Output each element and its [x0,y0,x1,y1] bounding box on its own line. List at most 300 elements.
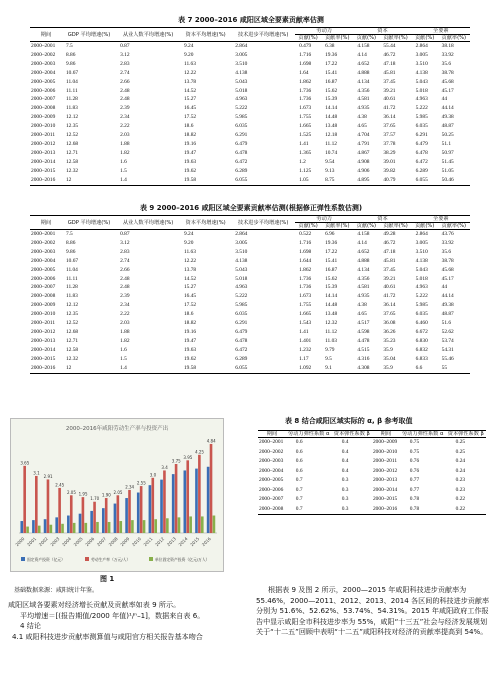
table-cell: 11.83 [65,105,78,112]
figure1-note: 基础数据来源：咸阳统计年鉴。 [14,587,99,594]
table-cell: 4.963 [235,284,248,291]
bar-劳动生产率（万元/人）-2002 [47,479,50,533]
table-cell: 2.66 [120,78,130,85]
table-cell: 0.75 [409,439,420,445]
table-row [30,95,470,104]
t9-sub-rate: 贡献率(%) [321,223,353,230]
table-cell: 2000–2014 [31,158,56,165]
table-cell: 4.138 [235,69,248,76]
bar-劳动生产率（万元/人）-2013 [175,464,178,533]
table-cell: 6.035 [415,311,428,318]
table-cell: 51.6 [441,320,452,327]
table-cell: 44.14 [441,293,454,300]
table-cell: 6.672 [415,328,428,335]
data-label: 2.05 [66,489,76,495]
table-cell: 11.11 [65,87,78,94]
table-cell: 1.525 [299,132,312,139]
x-tick-label: 2002 [37,536,49,548]
table-cell: 11.03 [325,337,337,344]
table-cell: 2000–2006 [31,275,56,282]
table-cell: 13.48 [325,311,338,318]
table-cell: 4.935 [357,105,370,112]
bar-劳动生产率（万元/人）-2004 [70,495,73,533]
table-cell: 37.65 [383,311,396,318]
table-cell: 19.62 [183,355,197,362]
table-cell: 4.65 [357,123,367,130]
table-cell: 46.72 [383,51,396,58]
table-cell: 0.522 [299,231,312,237]
table-cell: 14.52 [183,87,197,94]
table-cell: 12.58 [65,346,79,353]
table-cell: 6.478 [415,149,428,156]
x-tick-label: 2014 [177,536,189,548]
table-cell: 0.7 [295,486,303,493]
table8 [258,430,486,515]
bar-劳动生产率（万元/人）-2003 [58,488,61,533]
table-cell: 12.32 [65,355,79,362]
table-cell: 6.479 [235,140,248,147]
data-label: 2.91 [43,473,53,479]
table-cell: 14.14 [325,293,338,300]
table-cell: 19.58 [183,176,197,183]
table-cell: 4.867 [357,149,370,156]
table-cell: 4.888 [357,69,370,76]
table-cell: 2000–2016 [31,176,56,183]
table-cell: 0.76 [409,458,420,464]
t7-col-tfp: 全要素 [412,28,470,35]
table-cell: 2.48 [120,87,130,94]
t9-col-cap: 资本平均增速(%) [180,216,231,230]
table-row [30,42,470,51]
table-cell: 6.833 [415,355,428,362]
table-cell: 1.2 [299,158,306,165]
table-cell: 5.018 [235,87,248,94]
table-cell: 2.03 [120,320,130,327]
bar-固定资产投资（亿元）-2010 [137,493,140,533]
table-cell: 15.27 [183,284,197,291]
table-cell: 6.472 [235,346,248,353]
table-row [30,176,470,185]
table-cell: 37.45 [383,266,396,273]
table-cell: 18.82 [183,320,197,327]
table-cell: 1.673 [299,105,312,112]
table-cell: 6.055 [415,176,428,183]
table-cell: 4.158 [357,231,370,237]
table-cell: 12.18 [325,132,338,139]
table-cell: 4.515 [357,346,370,353]
table-cell: 19.36 [325,239,338,246]
table7 [30,27,470,186]
bar-固定资产投资（亿元）-2008 [114,504,117,533]
table-cell: 8.75 [325,176,335,183]
table-cell: 2000–2011 [31,320,56,327]
table-cell: 0.4 [341,467,349,474]
data-label: 2.05 [113,489,123,495]
table-cell: 13.78 [183,266,197,273]
bar-劳动生产率（万元/人）-2012 [163,470,166,533]
table-row [258,457,486,467]
table-cell: 3.12 [120,239,130,246]
table-cell: 5.985 [415,114,428,121]
table-cell: 0.78 [409,505,420,512]
bar-固定资产投资（亿元）-2011 [149,485,152,533]
table-cell: 4.908 [357,158,370,165]
table-cell: 15.62 [325,87,338,94]
table-cell: 45.17 [441,87,454,94]
table-cell: 14.48 [325,302,338,309]
table-row [30,230,470,239]
bar-单位固定资产投资（亿元/万人）-2015 [201,516,204,533]
data-label: 3.4 [161,464,168,470]
table-cell: 54.31 [441,346,454,353]
table-cell: 1.41 [299,140,309,147]
table-row [30,248,470,257]
table-cell: 2000–2013 [372,477,398,483]
table-cell: 6.6 [415,364,423,371]
table-cell: 6.289 [235,167,248,174]
bar-劳动生产率（万元/人）-2010 [140,486,143,533]
data-label: 2.45 [55,482,65,488]
table-row [258,448,486,458]
table-cell: 51.1 [441,140,452,147]
table-cell: 4.134 [357,78,370,85]
table-cell: 6.289 [415,167,428,174]
data-label: 1.95 [78,491,88,497]
table-cell: 0.22 [455,496,466,502]
x-tick-label: 2009 [119,536,131,548]
table-cell: 4.581 [357,284,370,291]
table-cell: 2000–2015 [31,355,56,362]
table-cell: 37.57 [383,132,396,139]
table-cell: 2000–2007 [31,96,56,103]
table-cell: 5.043 [415,266,428,273]
table-cell: 0.3 [341,486,349,493]
table-cell: 2.34 [120,302,130,309]
table-cell: 8.86 [65,51,76,58]
table-cell: 19.36 [325,51,338,58]
table-cell: 2000–2013 [31,149,56,156]
table-row [30,78,470,87]
table-cell: 19.63 [183,346,197,353]
table-cell: 4.581 [357,96,370,103]
table-cell: 0.6 [295,439,303,445]
table-cell: 2.48 [120,96,130,103]
table-cell: 55 [441,364,448,371]
section-heading: 4 结论 [20,621,41,630]
table-cell: 7.5 [65,231,73,237]
table-cell: 2000–2003 [31,60,56,67]
table-cell: 3.005 [415,51,428,58]
table-cell: 1.4 [120,176,127,183]
t9-col-labor: 劳动力 [295,216,353,223]
x-tick-label: 2008 [107,536,119,548]
table-cell: 11.83 [65,293,78,300]
table-cell: 4.652 [357,60,370,67]
table-cell: 0.479 [299,43,312,49]
table-cell: 33.92 [441,239,454,246]
table-cell: 0.77 [409,477,420,483]
table-cell: 4.316 [357,355,370,362]
data-label: 2.55 [136,480,146,486]
x-tick-label: 2010 [130,536,143,548]
table-cell: 3.510 [415,248,428,255]
table-cell: 4.138 [235,257,248,264]
table-cell: 2000–2009 [31,302,56,309]
x-tick-label: 2001 [26,536,38,548]
t8-col-beta2: 资本弹性系数 β [446,431,486,438]
table-cell: 4.888 [357,257,370,264]
table-cell: 1.543 [299,320,312,327]
table-cell: 11.04 [65,78,78,85]
table-cell: 36.14 [383,302,396,309]
table-cell: 2000–2001 [31,231,56,237]
bar-固定资产投资（亿元）-2009 [125,498,128,533]
t8-col-beta: 资本弹性系数 β [332,431,372,438]
table-cell: 6.291 [235,132,248,139]
data-label: 4.25 [195,449,204,455]
table-cell: 12.32 [325,320,338,327]
table-cell: 1.644 [299,257,312,264]
table-cell: 38.78 [441,257,454,264]
data-label: 3.1 [33,470,40,476]
table-cell: 11.12 [325,140,337,147]
table-cell: 50.25 [441,132,454,139]
table-cell: 3.005 [235,239,248,246]
table-cell: 35.6 [441,60,452,67]
table-cell: 1.401 [299,337,312,344]
x-tick-label: 2015 [189,536,201,548]
table-cell: 5.985 [235,302,248,309]
table-cell: 12.22 [183,257,197,264]
bar-chart [11,419,223,571]
table-cell: 1.05 [299,176,309,183]
table-cell: 9.54 [325,158,335,165]
bar-劳动生产率（万元/人）-2015 [198,455,201,533]
bar-劳动生产率（万元/人）-2000 [23,466,26,533]
table-cell: 9.24 [183,43,194,49]
table-cell: 44 [441,96,448,103]
table-cell: 6.035 [415,123,428,130]
table-cell: 39.01 [383,158,396,165]
table-cell: 2.39 [120,293,130,300]
table-cell: 39.21 [383,275,396,282]
table-cell: 2000–2002 [31,239,56,246]
table-cell: 10.67 [65,257,79,264]
t7-col-labor: 劳动力 [295,28,353,35]
t8-col-period2: 期间 [372,431,400,438]
t7-sub-rate: 贡献率(%) [379,35,411,42]
table-row [30,364,470,373]
table-cell: 2.864 [415,231,428,237]
table-cell: 17.22 [325,60,338,67]
bar-单位固定资产投资（亿元/万人）-2012 [166,518,169,533]
table-cell: 2000–2007 [259,496,284,502]
table-cell: 2.22 [120,123,130,130]
table-cell: 4.356 [357,87,370,94]
t9-col-capital: 资本 [353,216,411,223]
table-cell: 0.23 [455,486,466,493]
table-cell: 5.018 [235,275,248,282]
table-cell: 9.20 [183,51,194,58]
table-cell: 12.12 [65,302,79,309]
table-cell: 1.092 [299,364,312,371]
table-row [30,60,470,69]
t7-sub-contrib: 贡献(%) [295,35,321,42]
table-row [258,495,486,505]
table-cell: 11.63 [183,60,196,67]
table-cell: 35.9 [383,346,393,353]
table-row [30,319,470,328]
bar-单位固定资产投资（亿元/万人）-2003 [61,524,64,533]
table-cell: 0.4 [341,448,349,455]
table-cell: 36.08 [383,320,396,327]
table-cell: 1.5 [120,167,127,174]
table-row [30,87,470,96]
table-cell: 14.48 [325,114,338,121]
table-row [30,346,470,355]
table-cell: 16.87 [325,78,338,85]
table-row [30,292,470,301]
right-column-text: 根据表 9 及图 2 所示，2000—2015 年咸阳科技进步贡献率为 55.46%，2000—2011、2012、2013、2014 各区间的科技进步贡献率分别为 51.6%、52.62%、53.74%、54.31%。2015 年咸阳政府工作报告中显示咸阳全市科技进步率为 55%，咸阳“十三五”社会与经济发展规划关于“十二五”回顾中表明“十二五”咸阳科技对经济的贡献率提高到 54%。 [256,585,490,636]
data-label: 3.95 [183,454,193,460]
table-cell: 2000–2016 [372,505,398,512]
table-cell: 10.67 [65,69,79,76]
table-cell: 0.77 [409,486,420,493]
bar-单位固定资产投资（亿元/万人）-2006 [96,522,99,533]
table-cell: 12.71 [65,149,79,156]
table-cell: 1.365 [299,149,312,156]
table-cell: 55.46 [441,355,454,362]
table-cell: 50.97 [441,149,454,156]
table-cell: 14.14 [325,105,338,112]
table-cell: 48.87 [441,311,454,318]
bar-单位固定资产投资（亿元/万人）-2004 [73,523,76,533]
table-cell: 2000–2004 [259,467,284,474]
bar-劳动生产率（万元/人）-2007 [105,498,108,533]
bar-劳动生产率（万元/人）-2005 [82,497,85,533]
table-cell: 9.86 [65,248,76,255]
table-cell: 15.41 [325,69,338,76]
t8-col-alpha2: 劳动力弹性系数 α [400,431,446,438]
table-row [30,158,470,167]
table-cell: 1.41 [299,328,309,335]
table-cell: 9.86 [65,60,76,67]
table-cell: 1.755 [299,114,312,121]
table-cell: 19.16 [183,140,197,147]
table-cell: 1.82 [120,337,130,344]
legend-label: 单位固定资产投资（亿元/万人） [155,557,210,562]
table-cell: 45.81 [383,69,396,76]
bar-固定资产投资（亿元）-2003 [55,517,58,533]
table-cell: 2000–2002 [259,448,284,455]
table-cell: 47.18 [383,248,396,255]
table-cell: 11.04 [65,266,78,273]
table-cell: 15.27 [183,96,197,103]
bar-单位固定资产投资（亿元/万人）-2010 [143,520,146,533]
t9-sub-contrib: 贡献(%) [353,223,379,230]
table-cell: 13.78 [183,78,197,85]
table-cell: 6.055 [235,364,248,371]
table-cell: 6.479 [235,328,248,335]
bar-固定资产投资（亿元）-2005 [79,514,82,533]
table-cell: 13.48 [325,123,338,130]
t9-sub-rate: 贡献率(%) [379,223,411,230]
table-cell: 2.83 [120,60,130,67]
table-cell: 12 [65,176,72,183]
table-cell: 5.222 [235,293,248,300]
table-cell: 3.005 [235,51,248,58]
table-cell: 1.4 [120,364,127,371]
table-cell: 45.68 [441,266,454,273]
table-cell: 5.222 [415,293,428,300]
table-cell: 2000–2009 [372,439,398,445]
bar-单位固定资产投资（亿元/万人）-2001 [38,526,41,533]
table-cell: 4.906 [357,167,370,174]
table-cell: 1.862 [299,266,312,273]
table-row [30,104,470,113]
table-cell: 2000–2010 [372,448,398,455]
table-cell: 37.65 [383,123,396,130]
table-cell: 17.22 [325,248,338,255]
table-cell: 2000–2005 [31,266,56,273]
table-row [258,438,486,448]
x-tick-label: 2006 [84,536,96,548]
table-cell: 18.82 [183,132,197,139]
table-cell: 49.38 [441,302,454,309]
table-cell: 2000–2015 [31,167,56,174]
table-cell: 0.7 [295,496,303,502]
table-cell: 2000–2009 [31,114,56,121]
table-cell: 1.698 [299,60,312,67]
table-cell: 11.28 [65,96,78,103]
table-cell: 16.45 [183,105,197,112]
table7-caption: 表 7 2000–2016 咸阳区域全要素贡献率估测 [178,16,324,24]
table-cell: 0.76 [409,467,420,474]
table-cell: 35.23 [383,337,396,344]
table-cell: 2000–2001 [259,439,284,445]
table-cell: 51.45 [441,158,454,165]
bar-单位固定资产投资（亿元/万人）-2014 [189,516,192,533]
table-cell: 11.28 [65,284,78,291]
table-cell: 0.24 [455,458,466,464]
table-cell: 11.11 [65,275,78,282]
table-cell: 6.035 [235,311,248,318]
table-cell: 9.5 [325,355,332,362]
bar-固定资产投资（亿元）-2007 [102,508,105,533]
table-cell: 49.28 [383,231,396,237]
table-cell: 6.96 [325,231,335,237]
table-cell: 4.963 [415,96,428,103]
t9-col-tech: 技术进步平均增速(%) [231,216,295,230]
table-cell: 2000–2012 [372,467,398,474]
table-cell: 18.6 [183,311,194,318]
table-cell: 19.62 [183,167,197,174]
bar-固定资产投资（亿元）-2001 [32,520,35,533]
table-row [258,476,486,486]
table-cell: 0.3 [341,505,349,512]
table-cell: 0.25 [455,439,466,445]
bar-劳动生产率（万元/人）-2006 [93,502,96,533]
t9-sub-contrib: 贡献(%) [412,223,438,230]
table-cell: 8.86 [65,239,76,246]
table-cell: 4.14 [357,51,367,58]
table-cell: 0.7 [295,477,303,483]
table-cell: 5.018 [415,87,428,94]
t7-col-period: 期间 [30,28,62,42]
bar-劳动生产率（万元/人）-2009 [128,490,131,533]
table-cell: 6.291 [415,132,428,139]
table-cell: 2.22 [120,311,130,318]
